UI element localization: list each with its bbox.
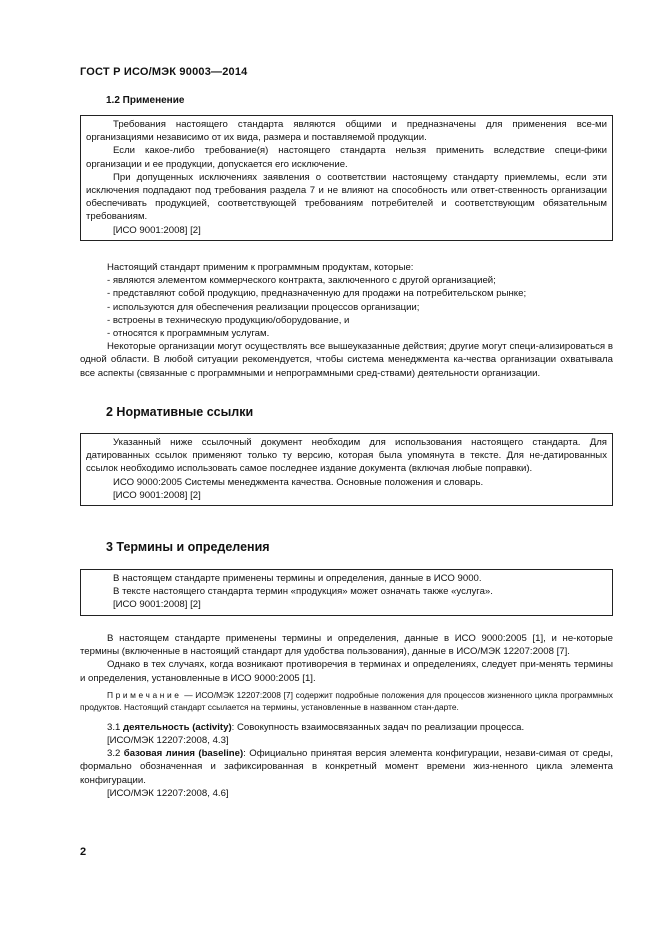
term-number: 3.2 bbox=[107, 748, 124, 760]
box-reference: [ИСО 9001:2008] [2] bbox=[113, 224, 201, 236]
term-3-1-reference: [ИСО/МЭК 12207:2008, 4.3] bbox=[107, 735, 229, 747]
list-item: - встроены в техническую продукцию/оборудование, и bbox=[107, 314, 350, 326]
term-3-2 bbox=[80, 747, 613, 787]
applicability-intro: Настоящий стандарт применим к программным продуктам, которые: bbox=[107, 262, 414, 273]
note-text: — ИСО/МЭК 12207:2008 [7] содержит подробные положения для процессов жизненного цикла программных продуктов. Настоящий стандарт ссылается на термины, установленные в названном стан-дарте. bbox=[80, 689, 613, 712]
list-item: - представляют собой продукцию, предназначенную для продажи на потребительском рынке; bbox=[107, 288, 527, 300]
box-paragraph: Указанный ниже ссылочный документ необходим для использования настоящего стандарта. Для датированных ссылок применяют только ту версию, которая была упомянута в тексте. Для не-датированных ссылок необходимо использовать самое последнее издание документа (включая любые поправки). bbox=[86, 437, 607, 475]
box-paragraph: Если какое-либо требование(я) настоящего стандарта нельзя применить вследствие специ-фики организации и ее продукции, допускается его исключение. bbox=[86, 145, 607, 170]
note-label: Примечание bbox=[107, 689, 182, 700]
quote-box-terms bbox=[80, 569, 613, 616]
applicability-block bbox=[80, 261, 613, 380]
document-header: ГОСТ Р ИСО/МЭК 90003—2014 bbox=[80, 66, 248, 78]
terms-block bbox=[80, 632, 613, 800]
terms-paragraph: В настоящем стандарте применены термины и определения, данные в ИСО 9000:2005 [1], и не-которые термины (включенные в настоящий стандарт для удобства пользования), данные в ИСО/МЭК 12207:2008 [7]. bbox=[80, 633, 613, 658]
section-3-title: 3 Термины и определения bbox=[106, 540, 270, 554]
section-2-title: 2 Нормативные ссылки bbox=[106, 405, 254, 419]
term-3-2-reference: [ИСО/МЭК 12207:2008, 4.6] bbox=[107, 787, 229, 799]
list-item: - являются элементом коммерческого контракта, заключенного с другой организацией; bbox=[107, 275, 496, 287]
box-paragraph: ИСО 9000:2005 Системы менеджмента качества. Основные положения и словарь. bbox=[113, 476, 484, 488]
box-paragraph: Требования настоящего стандарта являются общими и предназначены для применения все-ми организациями независимо от их вида, размера и поставляемой продукции. bbox=[86, 119, 607, 144]
box-reference: [ИСО 9001:2008] [2] bbox=[113, 489, 201, 501]
box-paragraph: В тексте настоящего стандарта термин «продукция» может означать также «услуга». bbox=[113, 586, 493, 598]
term-number: 3.1 bbox=[107, 721, 124, 733]
box-paragraph: В настоящем стандарте применены термины и определения, данные в ИСО 9000. bbox=[113, 573, 482, 584]
term-name: базовая линия (baseline) bbox=[123, 748, 244, 760]
list-item: - используются для обеспечения реализации процессов организации; bbox=[107, 301, 420, 313]
term-definition: : Официально принятая версия элемента конфигурации, незави-симая от среды, формально обозначенная и зафиксированная в конкретный момент времени жиз-ненного цикла элемента конфигурации. bbox=[80, 748, 613, 786]
quote-box-normative-references bbox=[80, 433, 613, 506]
quote-box-iso9001-application bbox=[80, 115, 613, 241]
section-1-2-title: 1.2 Применение bbox=[106, 95, 185, 106]
list-item: - относятся к программным услугам. bbox=[107, 328, 270, 340]
terms-paragraph: Однако в тех случаях, когда возникают противоречия в терминах и определениях, следует при-менять термины и определения, установленные в ИСО 9000:2005 [1]. bbox=[80, 659, 613, 684]
term-name: деятельность (activity) bbox=[123, 721, 232, 733]
box-paragraph: При допущенных исключениях заявления о соответствии настоящему стандарту приемлемы, если эти исключения подпадают под требования раздела 7 и не влияют на способность или ответ-ственность организации обеспечивать продукцией, соответствующей требованиям потребителей и соответствующим обязательным требованиям. bbox=[86, 171, 607, 223]
term-definition: : Совокупность взаимосвязанных задач по реализации процесса. bbox=[231, 721, 525, 733]
applicability-closing: Некоторые организации могут осуществлять все вышеуказанные действия; другие могут специ-ализироваться в одной области. В любой ситуации рекомендуется, чтобы система менеджмента ка-чества организации охватывала все аспекты (связанные с программными и непрограммными сред-ствами) деятельности организации. bbox=[80, 341, 613, 379]
note bbox=[80, 689, 613, 713]
page-number: 2 bbox=[80, 846, 87, 858]
box-reference: [ИСО 9001:2008] [2] bbox=[113, 599, 201, 611]
term-3-1 bbox=[80, 721, 613, 734]
